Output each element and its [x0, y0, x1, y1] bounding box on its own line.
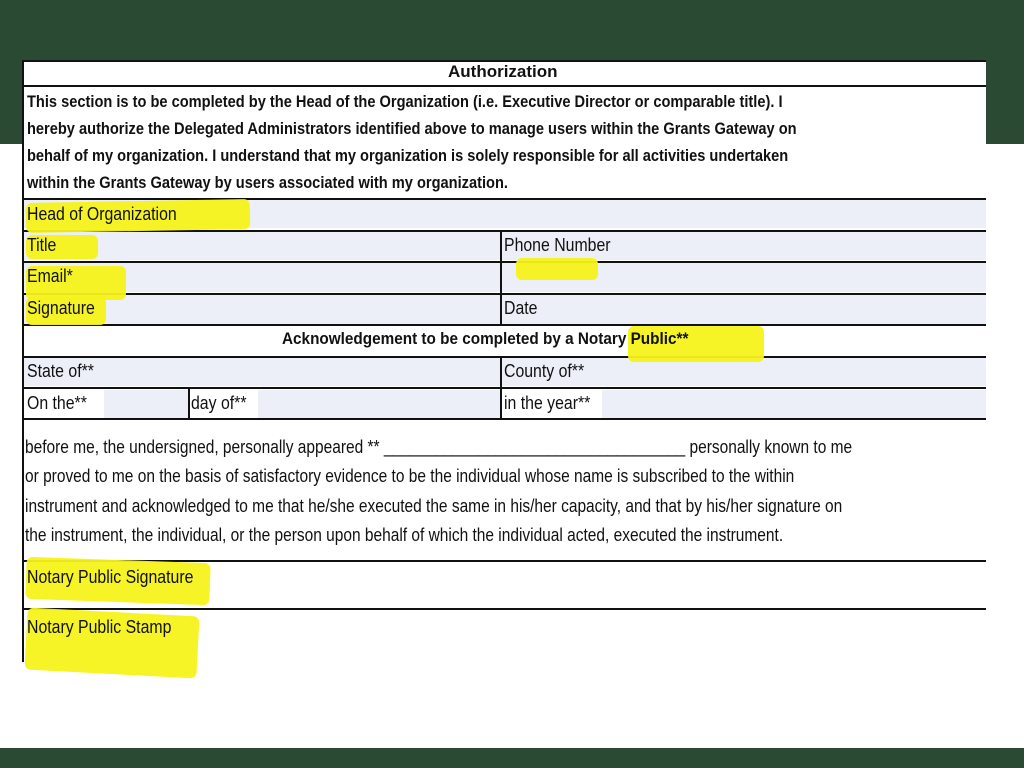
- ack-heading-text: Acknowledgement to be completed by a: [282, 329, 574, 348]
- notary-text-line: before me, the undersigned, personally appeared ** ___________________________________ personally known to me: [25, 437, 853, 457]
- notary-text-line: the instrument, the individual, or the person upon behalf of which the individual acted, executed the instrument.: [25, 525, 784, 545]
- rule: [24, 387, 986, 389]
- email-label: Email*: [27, 266, 73, 286]
- date-field[interactable]: [502, 295, 986, 324]
- rule: [24, 418, 986, 420]
- column-divider: [188, 387, 190, 418]
- notary-text-line: or proved to me on the basis of satisfactory evidence to be the individual whose name is subscribed to the within: [25, 466, 795, 486]
- notary-text-line: instrument and acknowledged to me that he/she executed the same in his/her capacity, and that by his/her signature on: [25, 496, 843, 516]
- rule: [24, 608, 986, 610]
- day-of-field[interactable]: [258, 390, 500, 418]
- rule: [24, 356, 986, 358]
- rule: [24, 293, 986, 295]
- notary-stamp-label: Notary Public Stamp: [27, 617, 172, 637]
- ack-heading-highlight: Notary Public**: [577, 329, 689, 348]
- column-divider: [500, 356, 502, 418]
- email-field[interactable]: [24, 263, 986, 292]
- year-label: in the year**: [504, 393, 591, 413]
- on-the-label: On the**: [27, 393, 87, 413]
- section-title: Authorization: [448, 62, 558, 81]
- intro-line: within the Grants Gateway by users associated with my organization.: [27, 173, 508, 192]
- day-of-label: day of**: [191, 393, 247, 413]
- county-label: County of**: [504, 361, 585, 381]
- intro-line: hereby authorize the Delegated Administrators identified above to manage users within the Grants Gateway on: [27, 119, 797, 138]
- state-label: State of**: [27, 361, 94, 381]
- slide-top-band: [0, 0, 1024, 60]
- date-label: Date: [504, 298, 538, 318]
- notary-signature-label: Notary Public Signature: [27, 567, 194, 587]
- rule: [24, 324, 986, 326]
- column-divider: [500, 230, 502, 324]
- on-the-field[interactable]: [104, 390, 188, 418]
- slide-bottom-band: [0, 748, 1024, 768]
- title-label: Title: [27, 235, 57, 255]
- authorization-form: [22, 60, 986, 662]
- signature-label: Signature: [27, 298, 95, 318]
- rule: [24, 85, 986, 87]
- intro-line: behalf of my organization. I understand that my organization is solely responsible for all activities undertaken: [27, 146, 789, 165]
- head-of-org-label: Head of Organization: [27, 204, 177, 224]
- rule: [24, 261, 986, 263]
- phone-label: Phone Number: [504, 235, 611, 255]
- slide-left-band: [0, 60, 22, 144]
- highlight-mark: [516, 258, 598, 280]
- ack-heading: [282, 328, 688, 350]
- year-field[interactable]: [602, 390, 986, 418]
- intro-line: This section is to be completed by the Head of the Organization (i.e. Executive Director or comparable title). I: [27, 92, 783, 111]
- state-field[interactable]: [24, 358, 500, 386]
- slide-right-band: [984, 60, 1024, 144]
